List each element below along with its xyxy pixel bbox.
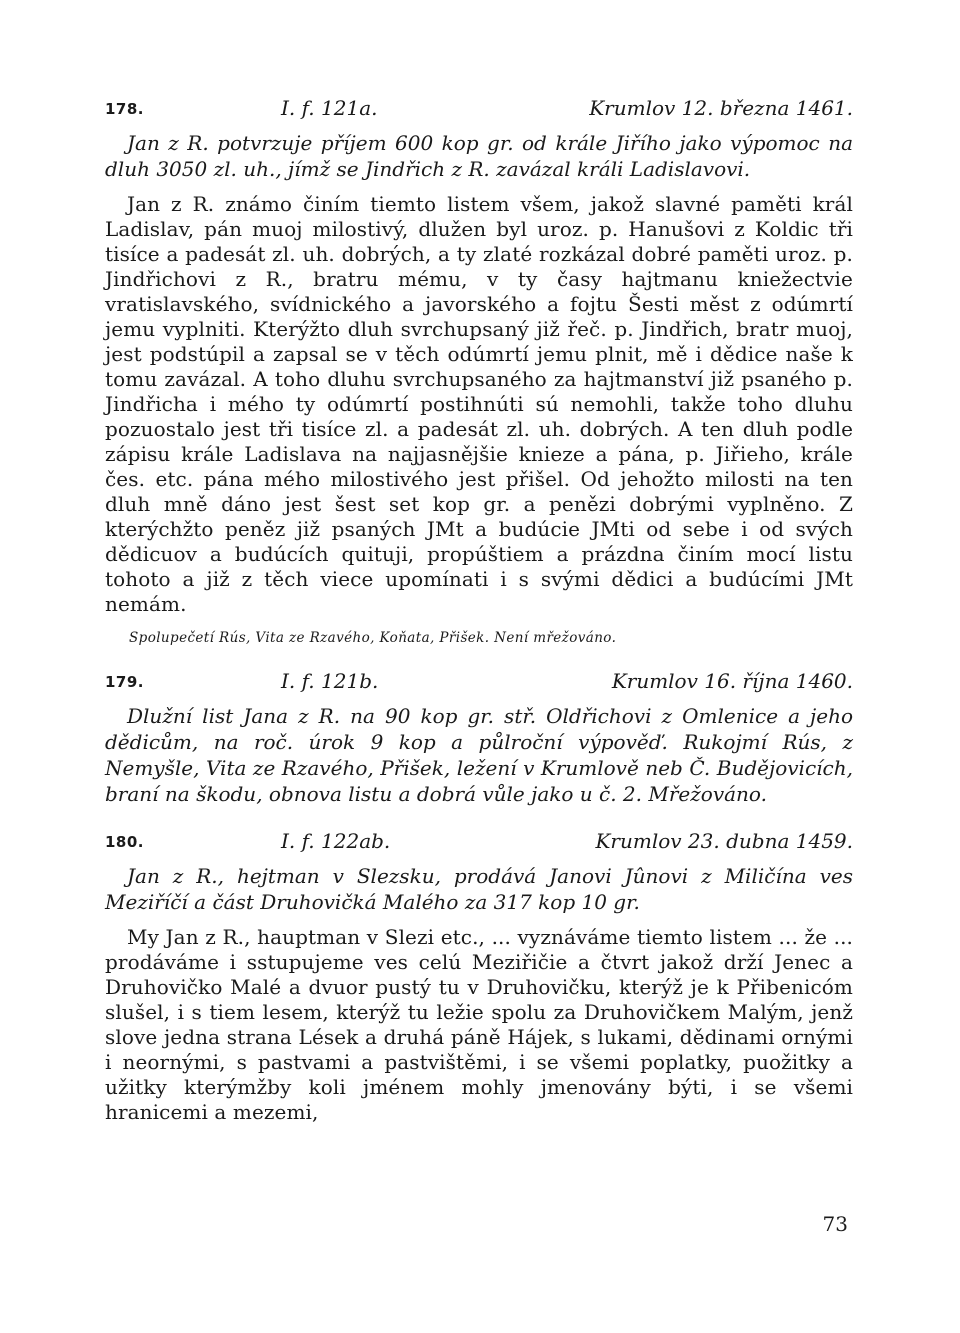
entry-body: Jan z R. známo činím tiemto listem všem, jakož slavné paměti král Ladislav, pán muoj milostivý, dlužen byl uroz. p. Hanušovi z Koldic tři tisíce a padesát zl. uh. dobrých, a ty zlaté rozkázal dobré paměti uroz. p. Jindřichovi z R., bratru mému, v ty časy hajtmanu kniežectvie vratislavského, svídnického a javorského a fojtu Šesti měst z odúmrtí jemu vyplniti. Kterýžto dluh svrchupsaný již řeč. p. Jindřich, bratr muoj, jest podstúpil a zapsal se v těch odúmrtí jemu plnit, mě i dědice naše k tomu zavázal. A toho dluhu svrchupsaného za hajtmanství již psaného p. Jindřicha i mého ty odúmrtí postihnúti sú nemohli, takže toho dluhu pozuostalo jest tři tisíce zl. a padesát zl. uh. dobrých. A ten dluh podle zápisu krále Ladislava na najjasnějšie knieze a pána, p. Jiřieho, krále čes. etc. pána mého milostivého jest přišel. Od jehožto milosti na ten dluh mně dáno jest šest set kop gr. a penězi dobrými vyplněno. Z kterýchžto peněz již psaných JMt a budúcie JMti od sebe i od svých dědicuov a budúcích quituji, propúštiem a prázdna činím mocí listu tohoto a již z těch viece upomínati i s svými dědici a budúcími JMt nemám.	[105, 192, 853, 616]
entry-reference: I. f. 122ab.	[281, 829, 391, 853]
entry-number: 178.	[105, 100, 145, 118]
entry-reference: I. f. 121a.	[281, 96, 378, 120]
entry-number: 179.	[105, 673, 145, 691]
document-page	[105, 96, 853, 1125]
entry-header	[105, 669, 853, 701]
entry-reference: I. f. 121b.	[281, 669, 379, 693]
entry-180	[105, 829, 853, 1125]
entry-header	[105, 829, 853, 861]
entry-summary: Jan z R., hejtman v Slezsku, prodává Janovi Jûnovi z Miličína ves Meziříčí a část Druhovičká Malého za 317 kop 10 gr.	[105, 864, 853, 914]
entry-place-date: Krumlov 16. října 1460.	[611, 669, 853, 693]
entry-179	[105, 669, 853, 807]
entry-body: My Jan z R., hauptman v Slezi etc., ... vyznáváme tiemto listem ... že ... prodáváme i sstupujeme ves celú Meziřičie a čtvrt jakož drží Jenec a Druhovičko Malé a dvuor pustý tu v Druhovičku, kterýž je k Přibenicóm slušel, i s tiem lesem, kterýž tu ležie spolu za Druhovičkem Malým, jenž slove jedna strana Lések a druhá páně Hájek, s lukami, dědinami ornými i neornými, s pastvami a pastvištěmi, i se všemi poplatky, puožitky a užitky kterýmžby koli jménem mohly jmenovány býti, i se všemi hranicemi a mezemi,	[105, 925, 853, 1124]
entry-seal-note: Spolupečetí Rús, Vita ze Rzavého, Koňata, Přišek. Není mřežováno.	[129, 630, 617, 646]
entry-place-date: Krumlov 23. dubna 1459.	[595, 829, 853, 853]
entry-summary: Dlužní list Jana z R. na 90 kop gr. stř. Oldřichovi z Omlenice a jeho dědicům, na roč. úrok 9 kop a půlroční výpověď. Rukojmí Rús, z Nemyšle, Vita ze Rzavého, Přišek, ležení v Krumlově neb Č. Budějovicích, braní na škodu, obnova listu a dobrá vůle jako u č. 2. Mřežováno.	[105, 704, 853, 806]
entry-header	[105, 96, 853, 128]
entry-place-date: Krumlov 12. března 1461.	[589, 96, 853, 120]
entry-summary: Jan z R. potvrzuje příjem 600 kop gr. od krále Jiřího jako výpomoc na dluh 3050 zl. uh., jímž se Jindřich z R. zavázal králi Ladislavovi.	[105, 131, 853, 181]
page-number: 73	[822, 1212, 848, 1236]
entry-number: 180.	[105, 833, 145, 851]
entry-178	[105, 96, 853, 647]
